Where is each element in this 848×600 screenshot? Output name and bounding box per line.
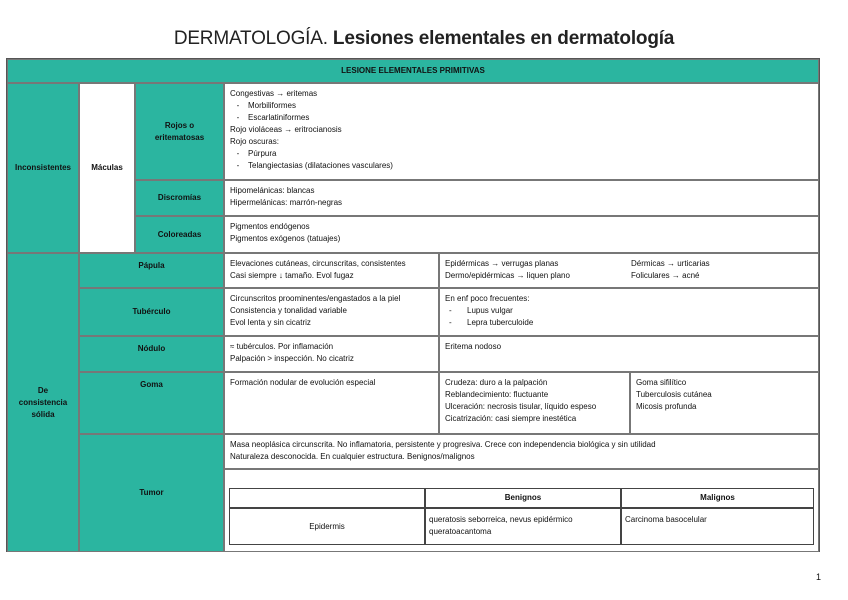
subtable-col-benignos: Benignos	[425, 488, 621, 508]
label-tumor: Tumor	[79, 434, 224, 552]
desc-coloreadas: Pigmentos endógenos Pigmentos exógenos (tatuajes)	[224, 216, 819, 253]
subtable-benignos: queratosis seborreica, nevus epidérmico queratoacantoma	[425, 508, 621, 545]
ej-nodulo: Eritema nodoso	[439, 336, 819, 372]
page-number: 1	[815, 572, 821, 582]
lesiones-table	[6, 58, 820, 552]
desc-nodulo: ≈ tubérculos. Por inflamación Palpación > inspección. No cicatriz	[224, 336, 439, 372]
tipos-goma: Goma sifilítico Tuberculosis cutánea Micosis profunda	[630, 372, 819, 434]
title-lead: DERMATOLOGÍA.	[173, 28, 328, 49]
page-title	[0, 28, 848, 50]
subtable-malignos: Carcinoma basocelular	[621, 508, 814, 545]
label-papula: Pápula	[79, 253, 224, 288]
table-header: LESIONE ELEMENTALES PRIMITIVAS	[7, 59, 819, 83]
desc-tuberculo: Circunscritos proominentes/engastados a la piel Consistencia y tonalidad variable Evol lenta y sin cicatriz	[224, 288, 439, 336]
title-rest: Lesiones elementales en dermatología	[332, 28, 675, 49]
desc-discromias: Hipomelánicas: blancas Hipermelánicas: marrón-negras	[224, 180, 819, 216]
desc-tumor: Masa neoplásica circunscrita. No inflamatoria, persistente y progresiva. Crece con independencia biológica y sin utilidad Naturaleza desconocida. En cualquier estructura. Benignos/malignos	[224, 434, 819, 469]
enf-tuberculo: En enf poco frecuentes: - Lupus vulgar - Lepra tuberculoide	[439, 288, 819, 336]
tumor-subtable-cell	[224, 469, 819, 552]
desc-goma: Formación nodular de evolución especial	[224, 372, 439, 434]
label-coloreadas: Coloreadas	[135, 216, 224, 253]
group-inconsistentes: Inconsistentes	[7, 83, 79, 253]
subtable-col-malignos: Malignos	[621, 488, 814, 508]
group-solida: De consistencia sólida	[7, 253, 79, 552]
label-nodulo: Nódulo	[79, 336, 224, 372]
subtable-row-epidermis: Epidermis	[229, 508, 425, 545]
fases-goma: Crudeza: duro a la palpación Reblandecimiento: fluctuante Ulceración: necrosis tisular, líquido espeso Cicatrización: casi siempre inestética	[439, 372, 630, 434]
tipos-papula: Epidérmicas → verrugas planas Dermo/epidérmicas → liquen plano Dérmicas → urticarias Foliculares → acné	[439, 253, 819, 288]
subgroup-maculas: Máculas	[79, 83, 135, 253]
label-rojos: Rojos o eritematosas	[135, 83, 224, 180]
label-goma: Goma	[79, 372, 224, 434]
desc-papula: Elevaciones cutáneas, circunscritas, consistentes Casi siempre ↓ tamaño. Evol fugaz	[224, 253, 439, 288]
desc-rojos: Congestivas → eritemas - Morbiliformes - Escarlatiniformes Rojo violáceas → eritrocianosis Rojo oscuras: - Púrpura - Telangiectasias (dilataciones vasculares)	[224, 83, 819, 180]
label-tuberculo: Tubérculo	[79, 288, 224, 336]
subtable-corner	[229, 488, 425, 508]
label-discromias: Discromías	[135, 180, 224, 216]
